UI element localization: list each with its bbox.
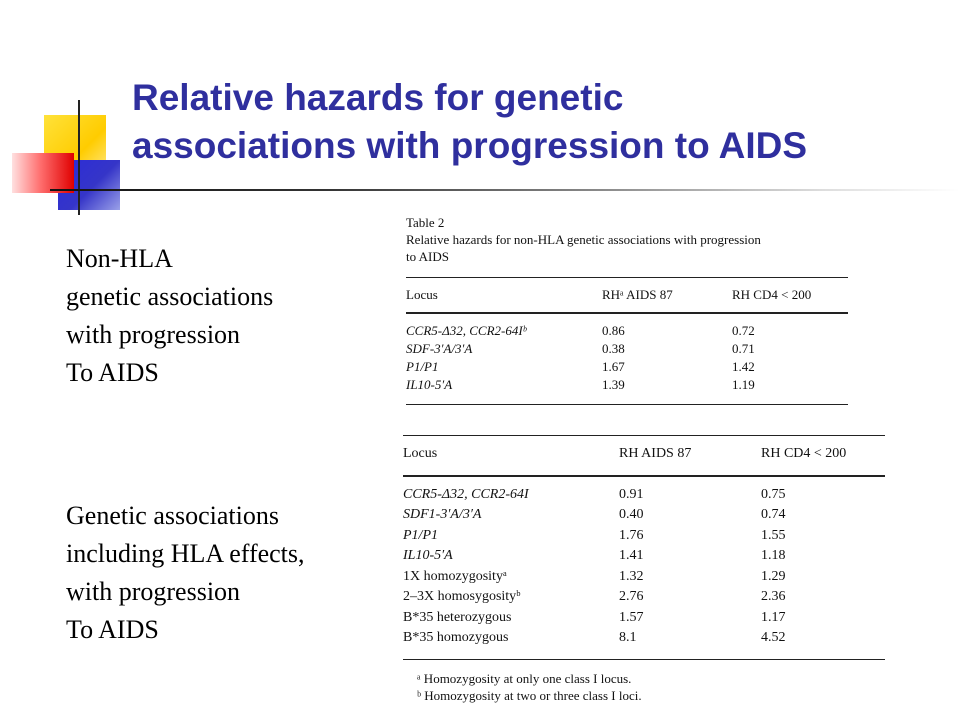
cell-rh-cd4: 0.71 [732, 341, 755, 356]
cell-locus: P1/P1 [403, 527, 438, 543]
cell-locus: CCR5-Δ32, CCR2-64I [403, 486, 529, 502]
left-text-line: genetic associations [66, 282, 274, 311]
title-line-2: associations with progression to AIDS [132, 125, 808, 166]
table-row [403, 608, 885, 629]
cell-rh-cd4: 1.19 [732, 377, 755, 392]
table-row [403, 505, 885, 526]
table-row [403, 485, 885, 506]
cell-locus: B*35 heterozygous [403, 609, 512, 625]
cell-rh-cd4: 4.52 [761, 630, 786, 645]
table-row [403, 587, 885, 608]
cell-rh-cd4: 0.75 [761, 486, 786, 502]
table-footnote: ᵇ Homozygosity at two or three class I loci. [417, 687, 642, 703]
cell-rh-cd4: 0.74 [761, 507, 786, 522]
left-text-block-1 [66, 240, 273, 392]
cell-rh-aids: 0.40 [619, 507, 644, 522]
table-row [406, 358, 848, 376]
table-caption-line: to AIDS [406, 249, 449, 264]
cell-locus: IL10-5′A [406, 377, 453, 392]
table-header-row [406, 278, 848, 312]
cell-rh-aids: 0.38 [602, 341, 625, 356]
cell-locus: 2–3X homosygosityᵇ [403, 589, 521, 604]
table-including-hla [403, 435, 885, 704]
table-non-hla [406, 214, 848, 405]
table-rule [403, 475, 885, 477]
table-row [403, 546, 885, 567]
table-row [403, 567, 885, 588]
header-rh-cd4: RH CD4 < 200 [732, 287, 812, 302]
table-row [406, 340, 848, 358]
cell-rh-aids: 0.86 [602, 323, 625, 338]
cell-rh-aids: 1.67 [602, 359, 625, 374]
cell-locus: 1X homozygosityᵃ [403, 568, 507, 584]
left-text-block-2 [66, 497, 305, 649]
table-rule [403, 659, 885, 660]
cell-rh-cd4: 1.42 [732, 359, 755, 374]
left-text-line: Genetic associations [66, 501, 279, 530]
cell-rh-cd4: 1.17 [761, 609, 786, 625]
cell-rh-cd4: 1.29 [761, 568, 786, 584]
header-locus: Locus [403, 446, 438, 461]
cell-rh-aids: 0.91 [619, 486, 644, 502]
cell-rh-cd4: 0.72 [732, 323, 755, 338]
cell-locus: B*35 homozygous [403, 630, 509, 645]
table-caption-label: Table 2 [406, 215, 445, 230]
table-rule [406, 404, 848, 405]
left-text-line: with progression [66, 320, 241, 349]
cell-rh-aids: 1.32 [619, 568, 644, 584]
title-underline [50, 189, 960, 191]
header-rh-aids: RH AIDS 87 [619, 446, 692, 461]
table-footnote: ᵃ Homozygosity at only one class I locus. [417, 670, 632, 686]
left-text-line: including HLA effects, [66, 539, 305, 568]
header-rh-cd4: RH CD4 < 200 [761, 446, 847, 461]
cell-locus: P1/P1 [406, 359, 439, 374]
header-locus: Locus [406, 287, 438, 302]
table-header-row [403, 436, 885, 475]
decor-red-square [12, 153, 74, 193]
cell-rh-aids: 8.1 [619, 630, 637, 645]
table-row [406, 322, 848, 340]
table-row [403, 526, 885, 547]
cell-locus: CCR5-Δ32, CCR2-64Iᵇ [406, 323, 527, 338]
header-rh-aids: RHᵃ AIDS 87 [602, 287, 673, 302]
cell-locus: SDF-3′A/3′A [406, 341, 473, 356]
cell-rh-aids: 1.57 [619, 609, 644, 625]
title-line-1: Relative hazards for genetic [132, 77, 624, 118]
decor-vertical-line [78, 100, 80, 215]
cell-rh-aids: 1.76 [619, 527, 644, 543]
table-row [406, 376, 848, 394]
cell-rh-aids: 2.76 [619, 589, 644, 604]
table-caption-line: Relative hazards for non-HLA genetic associations with progression [406, 232, 761, 247]
cell-rh-cd4: 1.18 [761, 548, 786, 563]
cell-rh-cd4: 1.55 [761, 527, 786, 543]
left-text-line: To AIDS [66, 358, 159, 387]
cell-locus: IL10-5′A [403, 548, 453, 563]
slide-title [132, 74, 942, 170]
cell-rh-cd4: 2.36 [761, 589, 786, 604]
cell-rh-aids: 1.39 [602, 377, 625, 392]
cell-rh-aids: 1.41 [619, 548, 644, 563]
cell-locus: SDF1-3′A/3′A [403, 507, 482, 522]
table-row [403, 628, 885, 649]
left-text-line: with progression [66, 577, 241, 606]
left-text-line: To AIDS [66, 615, 159, 644]
table-rule [406, 312, 848, 314]
left-text-line: Non-HLA [66, 244, 173, 273]
